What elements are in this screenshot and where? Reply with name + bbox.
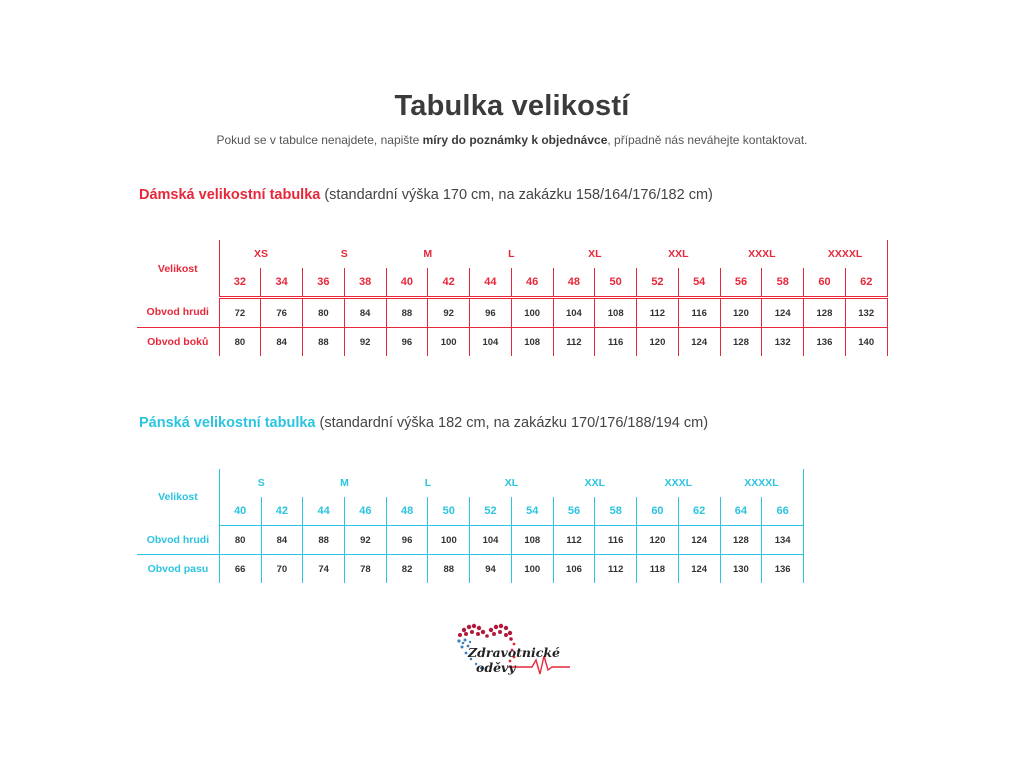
table-cell: 70 <box>261 555 303 584</box>
men-row-label: Obvod pasu <box>137 555 219 584</box>
table-cell: 112 <box>553 526 595 555</box>
women-size-xs: XS <box>254 248 269 260</box>
table-cell: 96 <box>470 298 512 328</box>
women-row-label: Obvod hrudi <box>137 298 219 328</box>
men-size-number: 40 <box>219 497 261 526</box>
women-size-number: 34 <box>261 268 303 298</box>
table-cell: 100 <box>511 298 553 328</box>
women-size-number: 54 <box>678 268 720 298</box>
table-cell: 112 <box>595 555 637 584</box>
table-cell: 132 <box>762 328 804 357</box>
table-cell: 106 <box>553 555 595 584</box>
page-title: Tabulka velikostí <box>394 90 630 122</box>
men-size-m: M <box>340 477 349 489</box>
table-cell: 92 <box>428 298 470 328</box>
women-heading-accent: Dámská velikostní tabulka <box>139 187 321 203</box>
women-size-number: 56 <box>720 268 762 298</box>
table-cell: 94 <box>470 555 512 584</box>
women-size-number: 50 <box>595 268 637 298</box>
table-cell: 92 <box>345 526 387 555</box>
table-cell: 112 <box>637 298 679 328</box>
table-cell: 104 <box>553 298 595 328</box>
table-row <box>137 526 804 555</box>
table-cell: 120 <box>637 526 679 555</box>
table-row <box>137 298 887 328</box>
women-size-xxxl: XXXL <box>748 248 776 260</box>
table-cell: 116 <box>595 328 637 357</box>
table-cell: 108 <box>511 526 553 555</box>
men-size-number: 64 <box>720 497 762 526</box>
women-size-name-row <box>137 240 887 268</box>
women-size-header-label: Velikost <box>137 240 219 298</box>
men-size-l: L <box>424 477 432 489</box>
table-cell: 96 <box>386 526 428 555</box>
table-cell: 84 <box>344 298 386 328</box>
table-cell: 108 <box>595 298 637 328</box>
men-size-table <box>137 469 804 583</box>
men-size-header-label: Velikost <box>137 469 219 526</box>
table-cell: 108 <box>511 328 553 357</box>
table-cell: 84 <box>261 526 303 555</box>
table-cell: 134 <box>762 526 804 555</box>
men-size-number: 54 <box>511 497 553 526</box>
table-cell: 130 <box>720 555 762 584</box>
table-cell: 100 <box>511 555 553 584</box>
women-size-xxl: XXL <box>668 248 689 260</box>
table-cell: 88 <box>386 298 428 328</box>
men-size-xl: XL <box>504 477 519 489</box>
men-size-xxxl: XXXL <box>664 477 693 489</box>
table-cell: 88 <box>303 328 345 357</box>
subtitle-bold-text: míry do poznámky k objednávce <box>422 133 608 147</box>
table-cell: 80 <box>219 328 261 357</box>
table-cell: 120 <box>720 298 762 328</box>
women-size-number: 44 <box>470 268 512 298</box>
men-size-xxl: XXL <box>584 477 606 489</box>
women-size-xxxxl: XXXXL <box>804 240 888 268</box>
women-size-number: 38 <box>344 268 386 298</box>
women-size-m: M <box>423 248 433 260</box>
women-size-table <box>137 240 888 356</box>
table-cell: 124 <box>678 328 720 357</box>
men-size-xxxxl: XXXXL <box>720 469 803 497</box>
men-size-number: 60 <box>637 497 679 526</box>
men-row-label: Obvod hrudi <box>137 526 219 555</box>
men-size-number: 50 <box>428 497 470 526</box>
table-cell: 74 <box>303 555 345 584</box>
women-size-number: 42 <box>428 268 470 298</box>
men-size-name-row <box>137 469 804 497</box>
women-size-number: 36 <box>303 268 345 298</box>
women-size-number: 52 <box>637 268 679 298</box>
page-subtitle <box>0 133 1024 147</box>
women-size-number: 40 <box>386 268 428 298</box>
table-cell: 104 <box>470 328 512 357</box>
brand-logo <box>448 620 578 682</box>
table-row <box>137 555 804 584</box>
women-size-xl: XL <box>588 248 602 260</box>
table-cell: 124 <box>762 298 804 328</box>
table-cell: 80 <box>303 298 345 328</box>
table-cell: 92 <box>344 328 386 357</box>
table-cell: 100 <box>428 526 470 555</box>
subtitle-text-end: , případně nás neváhejte kontaktovat. <box>607 133 808 147</box>
women-size-number: 32 <box>219 268 261 298</box>
table-cell: 84 <box>261 328 303 357</box>
table-row <box>137 328 887 357</box>
table-cell: 96 <box>386 328 428 357</box>
men-size-number: 48 <box>386 497 428 526</box>
subtitle-text-start: Pokud se v tabulce nenajdete, napište <box>216 133 423 147</box>
women-size-l: L <box>508 248 515 260</box>
women-table-heading <box>139 187 713 203</box>
men-size-number: 42 <box>261 497 303 526</box>
table-cell: 124 <box>678 526 720 555</box>
men-size-number: 66 <box>762 497 804 526</box>
women-size-s: S <box>340 248 348 260</box>
men-size-s: S <box>257 477 265 489</box>
men-size-number: 58 <box>595 497 637 526</box>
logo-text-line1: Zdravotnické <box>468 645 560 660</box>
women-size-number: 62 <box>845 268 887 298</box>
table-cell: 80 <box>219 526 261 555</box>
table-cell: 100 <box>428 328 470 357</box>
logo-text-line2: oděvy <box>476 660 516 675</box>
men-table-heading <box>139 415 708 431</box>
table-cell: 72 <box>219 298 261 328</box>
men-size-number: 46 <box>345 497 387 526</box>
women-size-number: 60 <box>804 268 846 298</box>
women-size-number: 48 <box>553 268 595 298</box>
table-cell: 66 <box>219 555 261 584</box>
table-cell: 104 <box>470 526 512 555</box>
table-cell: 118 <box>637 555 679 584</box>
women-heading-note: (standardní výška 170 cm, na zakázku 158/164/176/182 cm) <box>320 187 713 203</box>
table-cell: 136 <box>762 555 804 584</box>
table-cell: 140 <box>845 328 887 357</box>
table-cell: 116 <box>595 526 637 555</box>
table-cell: 136 <box>804 328 846 357</box>
men-size-number: 56 <box>553 497 595 526</box>
table-cell: 128 <box>804 298 846 328</box>
table-cell: 124 <box>678 555 720 584</box>
men-size-number: 44 <box>303 497 345 526</box>
men-size-number-row <box>137 497 804 526</box>
women-size-number-row <box>137 268 887 298</box>
men-heading-accent: Pánská velikostní tabulka <box>139 415 316 431</box>
men-heading-note: (standardní výška 182 cm, na zakázku 170/176/188/194 cm) <box>315 415 709 431</box>
women-size-number: 46 <box>511 268 553 298</box>
table-cell: 88 <box>428 555 470 584</box>
table-cell: 132 <box>845 298 887 328</box>
table-cell: 82 <box>386 555 428 584</box>
table-cell: 88 <box>303 526 345 555</box>
table-cell: 128 <box>720 526 762 555</box>
table-cell: 78 <box>345 555 387 584</box>
women-size-number: 58 <box>762 268 804 298</box>
table-cell: 128 <box>720 328 762 357</box>
table-cell: 76 <box>261 298 303 328</box>
men-size-number: 62 <box>678 497 720 526</box>
table-cell: 116 <box>678 298 720 328</box>
men-size-number: 52 <box>470 497 512 526</box>
women-row-label: Obvod boků <box>137 328 219 357</box>
table-cell: 112 <box>553 328 595 357</box>
table-cell: 120 <box>637 328 679 357</box>
